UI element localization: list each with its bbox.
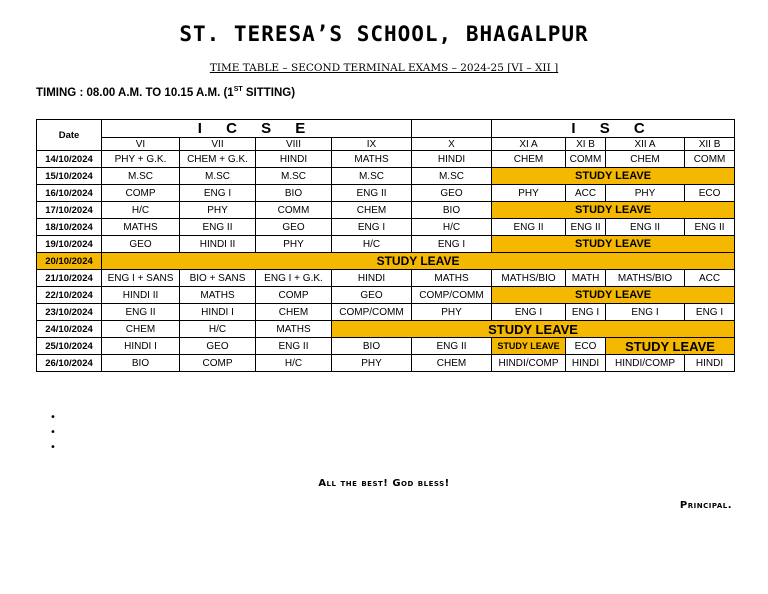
subject-cell: ENG II xyxy=(492,219,566,236)
subject-cell: COMM xyxy=(256,202,332,219)
date-cell: 21/10/2024 xyxy=(37,270,102,287)
subject-cell: ENG I xyxy=(180,185,256,202)
class-header: XII B xyxy=(685,138,735,151)
date-cell: 18/10/2024 xyxy=(37,219,102,236)
bullet-item: • xyxy=(50,412,56,423)
date-cell: 15/10/2024 xyxy=(37,168,102,185)
study-leave-cell: STUDY LEAVE xyxy=(492,338,566,355)
subject-cell: M.SC xyxy=(332,168,412,185)
subject-cell: CHEM xyxy=(102,321,180,338)
subject-cell: BIO xyxy=(256,185,332,202)
date-cell: 24/10/2024 xyxy=(37,321,102,338)
table-row xyxy=(37,236,735,253)
subject-cell: PHY xyxy=(256,236,332,253)
table-row xyxy=(37,202,735,219)
subject-cell: ENG II xyxy=(180,219,256,236)
subject-cell: ENG II xyxy=(102,304,180,321)
table-row xyxy=(37,304,735,321)
timing-text: TIMING : 08.00 A.M. TO 10.15 A.M. (1 xyxy=(36,86,234,99)
subject-cell: MATHS xyxy=(412,270,492,287)
class-header: VIII xyxy=(256,138,332,151)
subject-cell: ENG I xyxy=(332,219,412,236)
subject-cell: COMM xyxy=(685,151,735,168)
subject-cell: PHY xyxy=(412,304,492,321)
bullet-list xyxy=(50,410,56,455)
table-row xyxy=(37,270,735,287)
subject-cell: COMP xyxy=(102,185,180,202)
date-cell: 19/10/2024 xyxy=(37,236,102,253)
subject-cell: ACC xyxy=(685,270,735,287)
subject-cell: PHY + G.K. xyxy=(102,151,180,168)
date-cell: 17/10/2024 xyxy=(37,202,102,219)
subject-cell: CHEM xyxy=(492,151,566,168)
subject-cell: MATHS xyxy=(256,321,332,338)
date-cell: 25/10/2024 xyxy=(37,338,102,355)
subject-cell: BIO xyxy=(412,202,492,219)
subject-cell: MATH xyxy=(566,270,606,287)
timing-superscript: ST xyxy=(233,86,243,93)
subject-cell: COMP/COMM xyxy=(412,287,492,304)
class-header: XI B xyxy=(566,138,606,151)
date-cell: 16/10/2024 xyxy=(37,185,102,202)
subject-cell: ENG II xyxy=(566,219,606,236)
subject-cell: ENG II xyxy=(332,185,412,202)
table-row xyxy=(37,151,735,168)
subject-cell: COMP/COMM xyxy=(332,304,412,321)
study-leave-cell: STUDY LEAVE xyxy=(492,236,735,253)
class-header: XII A xyxy=(606,138,685,151)
subject-cell: HINDI xyxy=(685,355,735,372)
subject-cell: ENG II xyxy=(685,219,735,236)
subject-cell: COMM xyxy=(566,151,606,168)
subject-cell: CHEM + G.K. xyxy=(180,151,256,168)
date-cell: 26/10/2024 xyxy=(37,355,102,372)
table-row xyxy=(37,253,735,270)
table-row xyxy=(37,168,735,185)
date-cell: 22/10/2024 xyxy=(37,287,102,304)
table-row xyxy=(37,321,735,338)
subject-cell: ECO xyxy=(685,185,735,202)
subject-cell: BIO xyxy=(102,355,180,372)
table-row xyxy=(37,219,735,236)
subject-cell: ENG I + G.K. xyxy=(256,270,332,287)
subject-cell: MATHS/BIO xyxy=(606,270,685,287)
subject-cell: GEO xyxy=(102,236,180,253)
subject-cell: GEO xyxy=(256,219,332,236)
subject-cell: HINDI xyxy=(412,151,492,168)
subject-cell: ENG I xyxy=(606,304,685,321)
subject-cell: M.SC xyxy=(412,168,492,185)
subject-cell: HINDI/COMP xyxy=(606,355,685,372)
study-leave-cell: STUDY LEAVE xyxy=(606,338,735,355)
subject-cell: PHY xyxy=(606,185,685,202)
table-row xyxy=(37,355,735,372)
study-leave-cell: STUDY LEAVE xyxy=(492,202,735,219)
subject-cell: GEO xyxy=(180,338,256,355)
subject-cell: CHEM xyxy=(332,202,412,219)
timing-text-end: SITTING) xyxy=(242,86,296,99)
timing-line xyxy=(36,86,295,99)
subject-cell: ENG I xyxy=(566,304,606,321)
subject-cell: MATHS xyxy=(180,287,256,304)
closing-wish: All the best! God bless! xyxy=(318,478,450,489)
table-row xyxy=(37,287,735,304)
subject-cell: HINDI xyxy=(256,151,332,168)
class-header: XI A xyxy=(492,138,566,151)
subject-cell: HINDI II xyxy=(180,236,256,253)
date-cell: 23/10/2024 xyxy=(37,304,102,321)
subject-cell: PHY xyxy=(492,185,566,202)
subject-cell: CHEM xyxy=(256,304,332,321)
subject-cell: M.SC xyxy=(180,168,256,185)
principal-signature: Principal. xyxy=(679,500,732,511)
subject-cell: MATHS xyxy=(332,151,412,168)
class-header: VI xyxy=(102,138,180,151)
subject-cell: ACC xyxy=(566,185,606,202)
subject-cell: MATHS xyxy=(102,219,180,236)
bullet-item: • xyxy=(50,427,56,438)
class-header: X xyxy=(412,138,492,151)
subject-cell: HINDI II xyxy=(102,287,180,304)
subject-cell: COMP xyxy=(256,287,332,304)
timetable xyxy=(36,119,735,372)
exam-subtitle: TIME TABLE – SECOND TERMINAL EXAMS – 2024-25 [VI – XII ] xyxy=(209,62,559,74)
subject-cell: H/C xyxy=(180,321,256,338)
icse-header-blank xyxy=(412,120,492,138)
subject-cell: CHEM xyxy=(412,355,492,372)
subject-cell: PHY xyxy=(332,355,412,372)
date-cell: 20/10/2024 xyxy=(37,253,102,270)
subject-cell: ENG II xyxy=(606,219,685,236)
subject-cell: ENG II xyxy=(412,338,492,355)
class-header: VII xyxy=(180,138,256,151)
study-leave-cell: STUDY LEAVE xyxy=(492,287,735,304)
class-header: IX xyxy=(332,138,412,151)
subject-cell: ENG I xyxy=(412,236,492,253)
subject-cell: ENG I + SANS xyxy=(102,270,180,287)
subject-cell: H/C xyxy=(102,202,180,219)
subject-cell: HINDI I xyxy=(102,338,180,355)
study-leave-cell: STUDY LEAVE xyxy=(102,253,735,270)
table-row xyxy=(37,338,735,355)
date-header: Date xyxy=(37,120,102,151)
subject-cell: H/C xyxy=(332,236,412,253)
subject-cell: BIO + SANS xyxy=(180,270,256,287)
bullet-item: • xyxy=(50,442,56,453)
subject-cell: ENG I xyxy=(685,304,735,321)
table-row xyxy=(37,185,735,202)
subject-cell: GEO xyxy=(332,287,412,304)
subject-cell: H/C xyxy=(412,219,492,236)
subject-cell: ENG II xyxy=(256,338,332,355)
study-leave-cell: STUDY LEAVE xyxy=(332,321,735,338)
subject-cell: CHEM xyxy=(606,151,685,168)
date-cell: 14/10/2024 xyxy=(37,151,102,168)
subject-cell: ECO xyxy=(566,338,606,355)
subject-cell: HINDI/COMP xyxy=(492,355,566,372)
subject-cell: M.SC xyxy=(256,168,332,185)
subject-cell: ENG I xyxy=(492,304,566,321)
subject-cell: MATHS/BIO xyxy=(492,270,566,287)
subject-cell: M.SC xyxy=(102,168,180,185)
subject-cell: PHY xyxy=(180,202,256,219)
subject-cell: H/C xyxy=(256,355,332,372)
subject-cell: COMP xyxy=(180,355,256,372)
subject-cell: GEO xyxy=(412,185,492,202)
subject-cell: HINDI xyxy=(566,355,606,372)
subject-cell: HINDI xyxy=(332,270,412,287)
isc-header: I S C xyxy=(492,120,735,138)
subject-cell: HINDI I xyxy=(180,304,256,321)
icse-header: I C S E xyxy=(102,120,412,138)
subject-cell: BIO xyxy=(332,338,412,355)
school-title: ST. TERESA’S SCHOOL, BHAGALPUR xyxy=(179,22,589,46)
study-leave-cell: STUDY LEAVE xyxy=(492,168,735,185)
